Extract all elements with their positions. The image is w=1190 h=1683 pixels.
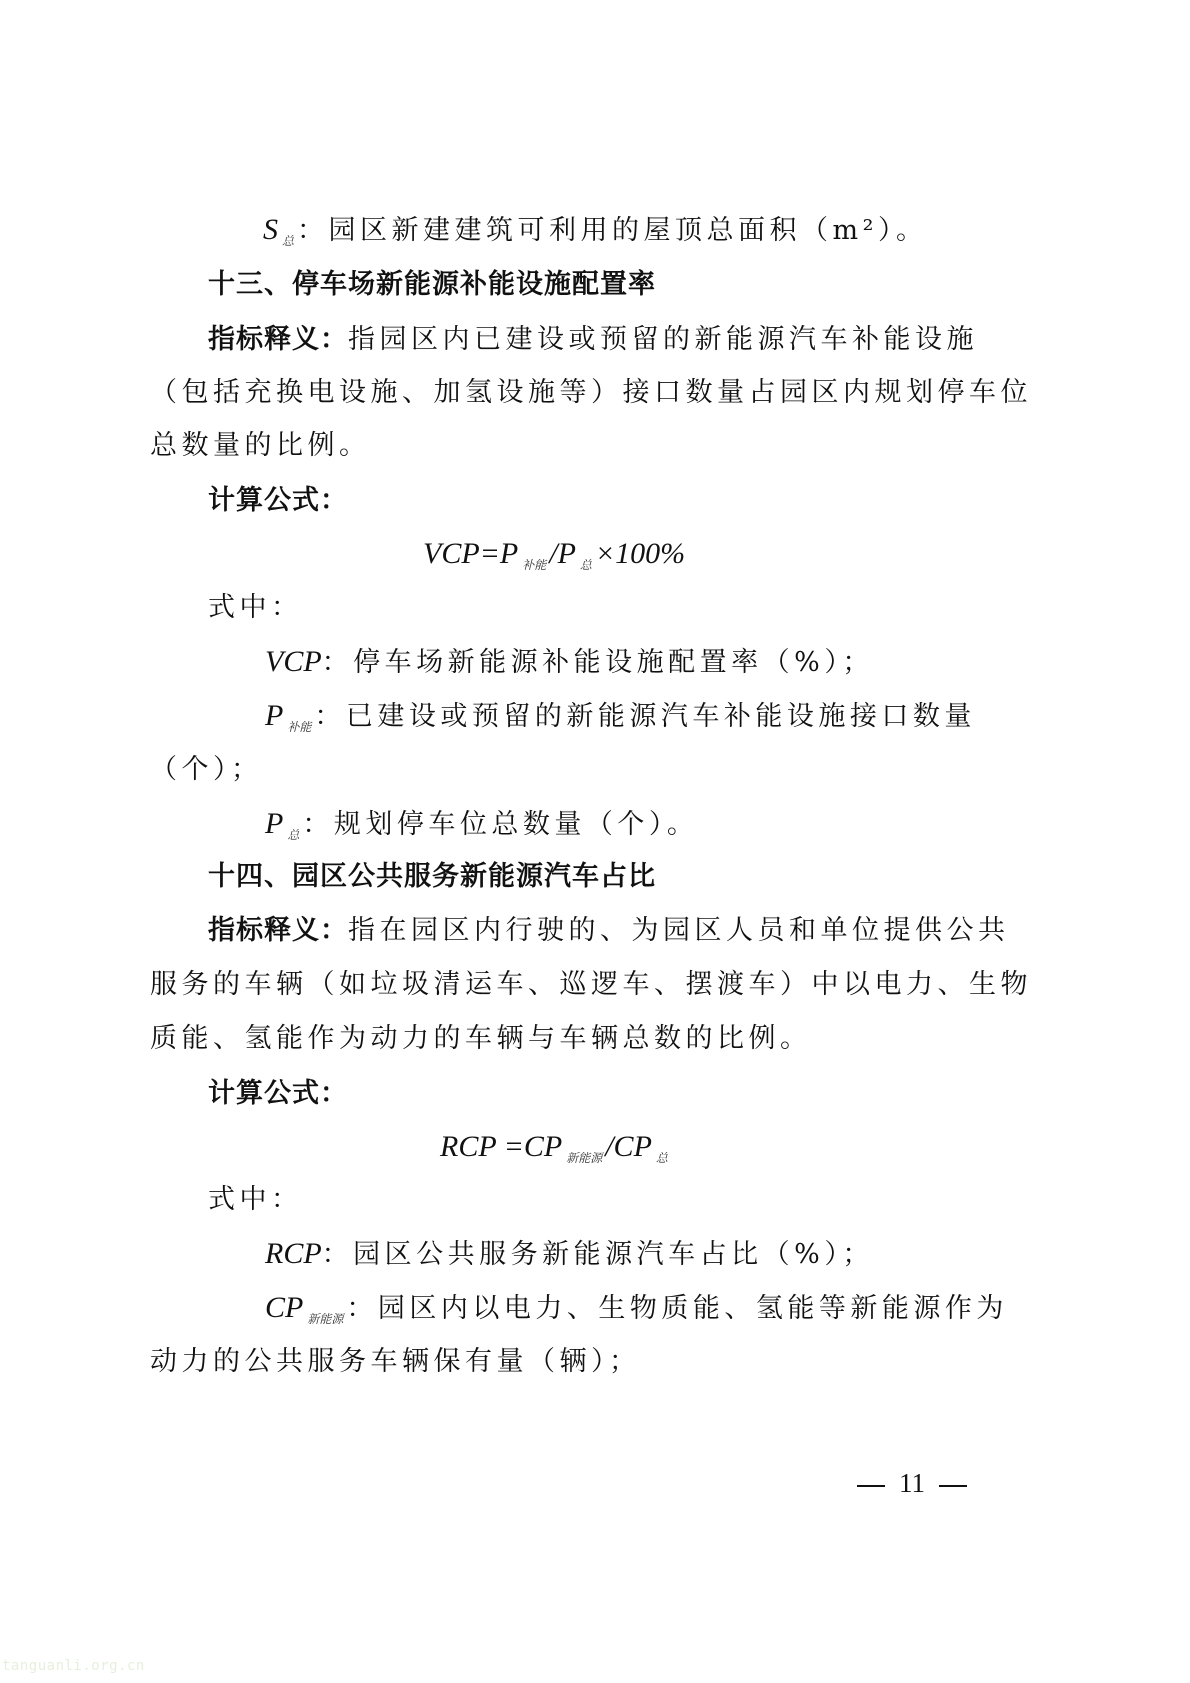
formula-vcp: VCP=P $_{补能}$ /P $_总$ ×100%: [423, 537, 686, 572]
dash-right: [939, 1485, 967, 1487]
section-heading-13: 十三、停车场新能源补能设施配置率: [208, 269, 656, 300]
formula-rcp: RCP =CP $_{新能源}$ /CP $_总$: [440, 1130, 668, 1165]
watermark: tanguanli.org.cn: [2, 1658, 145, 1674]
section-heading-14: 十四、园区公共服务新能源汽车占比: [208, 861, 656, 892]
definition-s-total: S $_总$ ：园区新建建筑可利用的屋顶总面积（m²）。: [263, 213, 928, 248]
definition-cp-new-energy: CP $_{新能源}$ ：园区内以电力、生物质能、氢能等新能源作为: [265, 1291, 1008, 1326]
indicator-definition-14-line2: 服务的车辆（如垃圾清运车、巡逻车、摆渡车）中以电力、生物: [150, 969, 1032, 1000]
definition-p-total: P $_总$ ：规划停车位总数量（个）。: [265, 807, 699, 842]
indicator-definition-14-line3: 质能、氢能作为动力的车辆与车辆总数的比例。: [150, 1023, 812, 1054]
definition-rcp: RCP：园区公共服务新能源汽车占比（%）；: [265, 1237, 874, 1270]
indicator-definition-13-line3: 总数量的比例。: [150, 430, 371, 461]
definition-cp-new-energy-continued: 动力的公共服务车辆保有量（辆）；: [150, 1346, 641, 1377]
where-label-13: 式中：: [208, 592, 303, 623]
dash-left: [857, 1485, 885, 1487]
indicator-definition-13-line2: （包括充换电设施、加氢设施等）接口数量占园区内规划停车位: [150, 377, 1032, 408]
definition-p-bn-continued: （个）；: [150, 754, 263, 785]
page-number: 11: [843, 1468, 981, 1499]
indicator-definition-14-line1: 指标释义：指在园区内行驶的、为园区人员和单位提供公共: [208, 915, 1010, 946]
indicator-definition-13-line1: 指标释义：指园区内已建设或预留的新能源汽车补能设施: [208, 324, 978, 355]
definition-vcp: VCP：停车场新能源补能设施配置率（%）；: [265, 645, 874, 678]
calc-formula-label-14: 计算公式：: [208, 1078, 348, 1109]
where-label-14: 式中：: [208, 1184, 303, 1215]
calc-formula-label-13: 计算公式：: [208, 485, 348, 516]
definition-p-bn: P $_{补能}$ ：已建设或预留的新能源汽车补能设施接口数量: [265, 699, 976, 734]
